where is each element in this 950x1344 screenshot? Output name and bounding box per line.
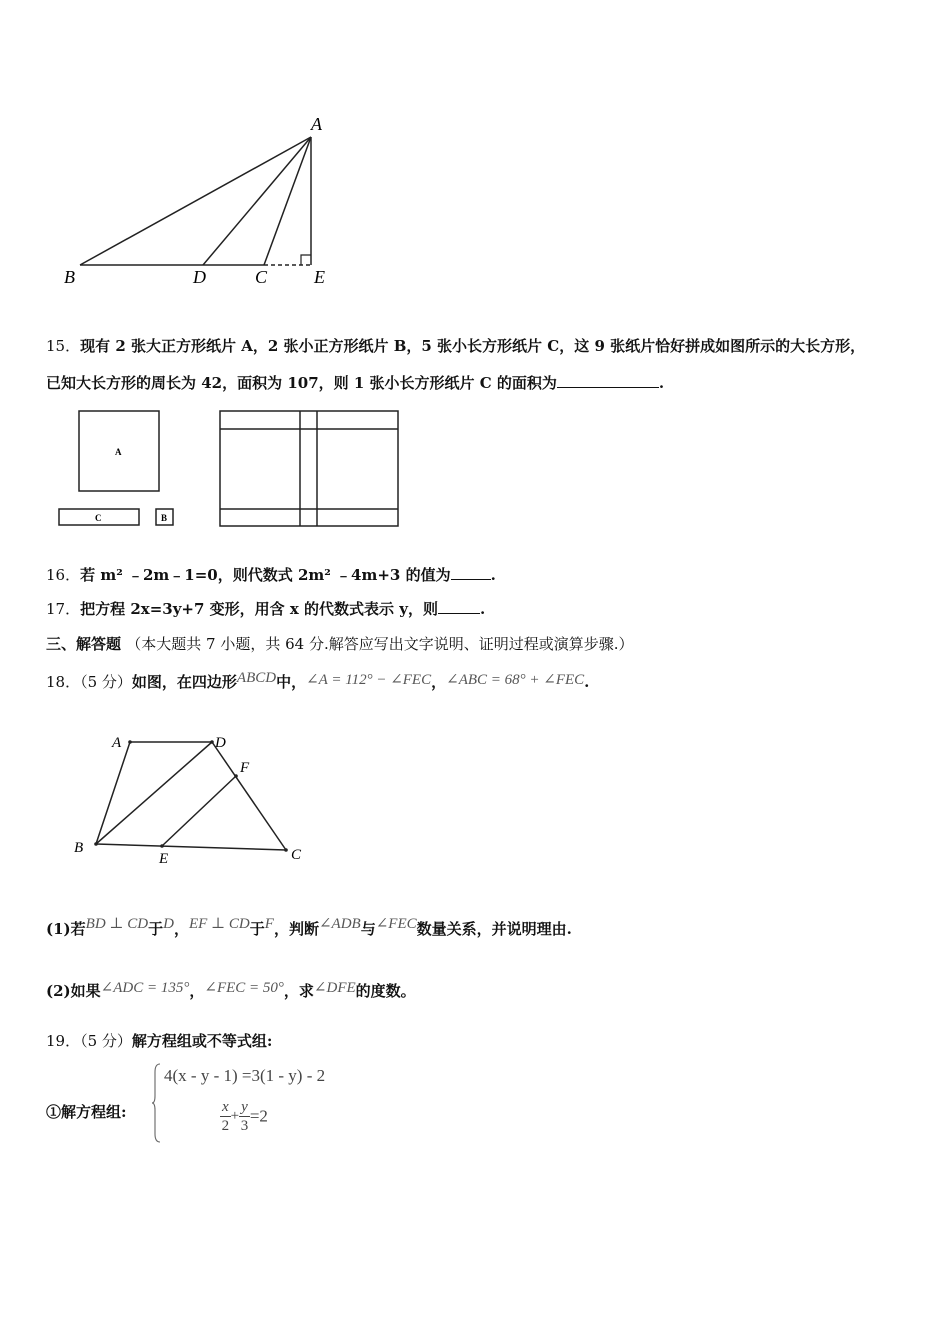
- q18-part1-t5: ，判断: [273, 920, 319, 938]
- q18-part1-t1: 若: [70, 920, 86, 938]
- point-F: [234, 774, 238, 778]
- label-D: D: [193, 267, 206, 287]
- q15-text-line2: 已知大长方形的周长为 42，面积为 107，则 1 张小长方形纸片 C 的面积为: [46, 374, 557, 392]
- q18-quad-name: ABCD: [236, 670, 277, 686]
- q18-stem: [46, 672, 589, 693]
- rectangle-C-label: C: [95, 513, 102, 523]
- frac2-den: 3: [240, 1118, 249, 1134]
- q18-part1-m1: BD ⊥ CD: [85, 916, 149, 932]
- q15-line2-end: .: [658, 374, 665, 392]
- q15-line2: [46, 373, 664, 393]
- right-angle-mark: [301, 255, 311, 265]
- q16-text: 若 m² ﹣2m﹣1=0，则代数式 2m² ﹣4m+3 的值为: [80, 566, 451, 584]
- q18-part2-m3: ∠DFE: [313, 980, 356, 996]
- q17-answer-blank[interactable]: [438, 599, 480, 614]
- point-B: [94, 842, 98, 846]
- q18-part2-t3: ，求: [283, 982, 314, 1000]
- q18-part2-m2: ∠FEC = 50°: [204, 980, 284, 996]
- q18-part2: [46, 981, 416, 1002]
- q18-part1-m2: D: [163, 916, 174, 932]
- point-A: [128, 740, 132, 744]
- label-A: A: [311, 114, 322, 134]
- q18-part1-t3: ，: [173, 920, 189, 938]
- q18-part1-m5: ∠ADB: [318, 916, 361, 932]
- q16-answer-blank[interactable]: [451, 565, 491, 580]
- frac1-num: x: [222, 1099, 229, 1115]
- q18-part1-m6: ∠FEC: [375, 916, 417, 932]
- point-C: [284, 848, 288, 852]
- q19-stem: [46, 1031, 272, 1051]
- equation-system: [152, 1062, 412, 1144]
- square-B-label: B: [161, 513, 168, 523]
- q18-part1: [46, 916, 572, 940]
- q18-number: 18．: [46, 673, 81, 691]
- q17-number: 17．: [46, 600, 81, 618]
- q18-part1-t4: 于: [249, 920, 265, 938]
- q18-condition1: ∠A = 112° − ∠FEC: [306, 672, 432, 688]
- equation-2: [220, 1098, 268, 1135]
- fraction-x-over-2: [220, 1098, 231, 1135]
- quad-label-D: D: [215, 735, 226, 751]
- q18-part1-tag: (1): [46, 920, 71, 938]
- quad-label-A: A: [112, 735, 122, 751]
- segment-BA: [80, 137, 311, 265]
- segment-CA: [264, 137, 311, 265]
- section3-title: 三、解答题: [46, 635, 122, 653]
- q18-score: （5 分）: [80, 673, 132, 691]
- square-A-label: A: [115, 447, 122, 457]
- q18-text2: 中，: [276, 673, 307, 691]
- q15-line1: [46, 336, 865, 356]
- q15-answer-blank[interactable]: [557, 373, 659, 388]
- q18-part1-t7: 数量关系，并说明理由.: [416, 920, 572, 938]
- q18-end: .: [584, 673, 590, 691]
- q18-part2-tag: (2): [46, 982, 71, 1000]
- q18-part2-t4: 的度数。: [355, 982, 416, 1000]
- q18-part2-t2: ，: [189, 982, 205, 1000]
- q18-condition2: ∠ABC = 68° + ∠FEC: [446, 672, 585, 688]
- q16: [46, 565, 496, 585]
- q16-number: 16．: [46, 566, 81, 584]
- segment-BC: [96, 844, 286, 850]
- label-E: E: [314, 267, 325, 287]
- frac1-den: 2: [221, 1118, 230, 1134]
- quad-label-C: C: [291, 847, 302, 863]
- q17: [46, 599, 485, 619]
- system-brace: [152, 1062, 162, 1144]
- q18-part2-t1: 如果: [70, 982, 101, 1000]
- quad-label-F: F: [240, 760, 250, 776]
- section3-heading: [46, 634, 634, 654]
- q17-end: .: [479, 600, 486, 618]
- q15-text-line1: 现有 2 张大正方形纸片 A，2 张小正方形纸片 B，5 张小长方形纸片 C，这 9 张纸片恰好拼成如图所示的大长方形，: [80, 337, 866, 355]
- plus-sign: +: [230, 1108, 240, 1124]
- label-B: B: [64, 267, 75, 287]
- point-D: [210, 740, 214, 744]
- q18-part1-m4: F: [264, 916, 274, 932]
- q18-part1-m3: EF ⊥ CD: [188, 916, 250, 932]
- q19-score: （5 分）: [80, 1032, 132, 1050]
- q15-number: 15．: [46, 337, 81, 355]
- label-C: C: [255, 267, 268, 287]
- q18-part1-t2: 于: [148, 920, 164, 938]
- equation-2-rhs: =2: [249, 1106, 268, 1126]
- q19-text: 解方程组或不等式组:: [131, 1032, 273, 1050]
- q18-sep: ，: [431, 673, 447, 691]
- segment-EF: [162, 776, 236, 846]
- segment-DC: [212, 742, 286, 850]
- quad-label-B: B: [74, 840, 84, 856]
- section3-note: （本大题共 7 小题，共 64 分.解答应写出文字说明、证明过程或演算步骤.）: [126, 635, 634, 653]
- segment-DA: [203, 137, 311, 265]
- q18-part2-m1: ∠ADC = 135°: [100, 980, 190, 996]
- pieces-figure: [55, 405, 405, 530]
- q19-number: 19．: [46, 1032, 81, 1050]
- q18-part1-t6: 与: [360, 920, 376, 938]
- fraction-y-over-3: [239, 1098, 250, 1135]
- q19-item1-label: ①解方程组:: [46, 1103, 127, 1121]
- equation-1: 4(x - y - 1) =3(1 - y) - 2: [164, 1066, 326, 1085]
- quadrilateral-figure: [70, 728, 340, 873]
- q17-text: 把方程 2x=3y+7 变形，用含 x 的代数式表示 y，则: [80, 600, 438, 618]
- quad-label-E: E: [159, 851, 169, 867]
- q16-end: .: [490, 566, 496, 584]
- point-E: [160, 844, 164, 848]
- frac2-num: y: [241, 1099, 248, 1115]
- q18-text1: 如图，在四边形: [131, 673, 237, 691]
- triangle-figure: [55, 108, 355, 293]
